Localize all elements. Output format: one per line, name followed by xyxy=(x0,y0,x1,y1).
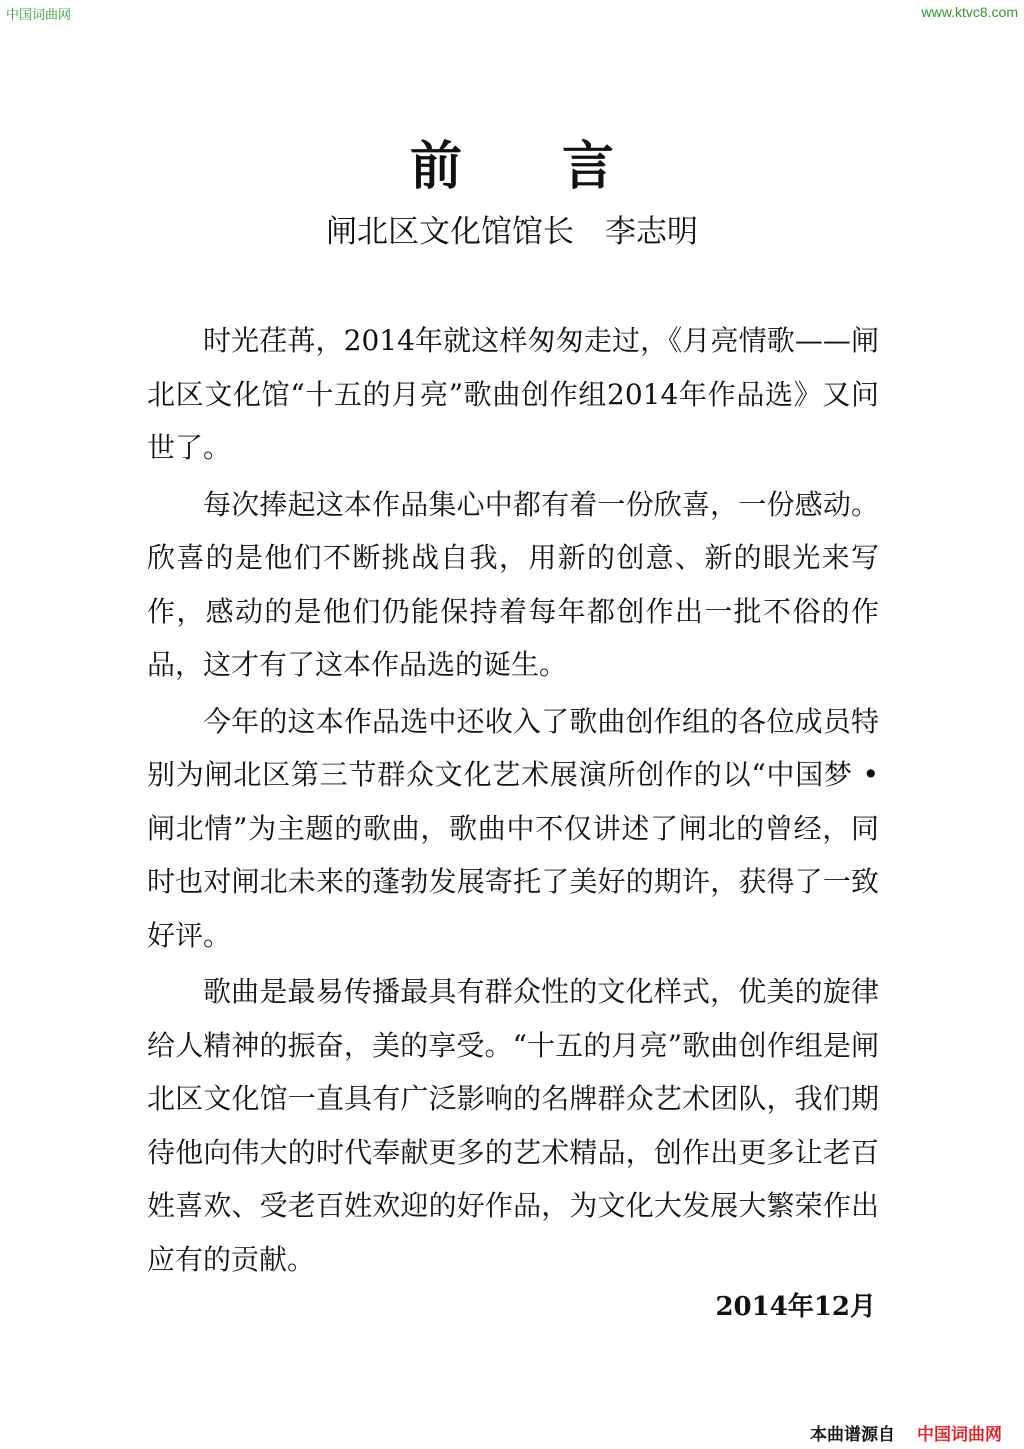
watermark-bottom xyxy=(810,1420,1002,1445)
preface-body xyxy=(147,314,879,1289)
author-line: 闸北区文化馆馆长 李志明 xyxy=(326,214,698,250)
paragraph-2: 每次捧起这本作品集心中都有着一份欣喜，一份感动。欣喜的是他们不断挑战自我，用新的创意、新的眼光来写作，感动的是他们仍能保持着每年都创作出一批不俗的作品，这才有了这本作品选的诞生。 xyxy=(147,487,879,681)
watermark-bottom-site: 中国词曲网 xyxy=(917,1425,1002,1445)
watermark-top-left: 中国词曲网 xyxy=(6,8,72,23)
page-title: 前言 xyxy=(409,136,714,197)
watermark-top-right: www.ktvc8.com xyxy=(921,4,1018,20)
date-signature: 2014年12月 xyxy=(715,1292,876,1322)
paragraph-1: 时光荏苒，2014年就这样匆匆走过，《月亮情歌——闸北区文化馆“十五的月亮”歌曲创作组2014年作品选》又问世了。 xyxy=(147,324,879,464)
watermark-bottom-source: 本曲谱源自 xyxy=(810,1425,895,1445)
paragraph-4: 歌曲是最易传播最具有群众性的文化样式，优美的旋律给人精神的振奋，美的享受。“十五的月亮”歌曲创作组是闸北区文化馆一直具有广泛影响的名牌群众艺术团队，我们期待他向伟大的时代奉献更多的艺术精品，创作出更多让老百姓喜欢、受老百姓欢迎的好作品，为文化大发展大繁荣作出应有的贡献。 xyxy=(147,975,879,1276)
paragraph-3: 今年的这本作品选中还收入了歌曲创作组的各位成员特别为闸北区第三节群众文化艺术展演所创作的以“中国梦 •闸北情”为主题的歌曲，歌曲中不仅讲述了闸北的曾经，同时也对闸北未来的蓬勃发展寄托了美好的期许，获得了一致好评。 xyxy=(147,704,879,952)
